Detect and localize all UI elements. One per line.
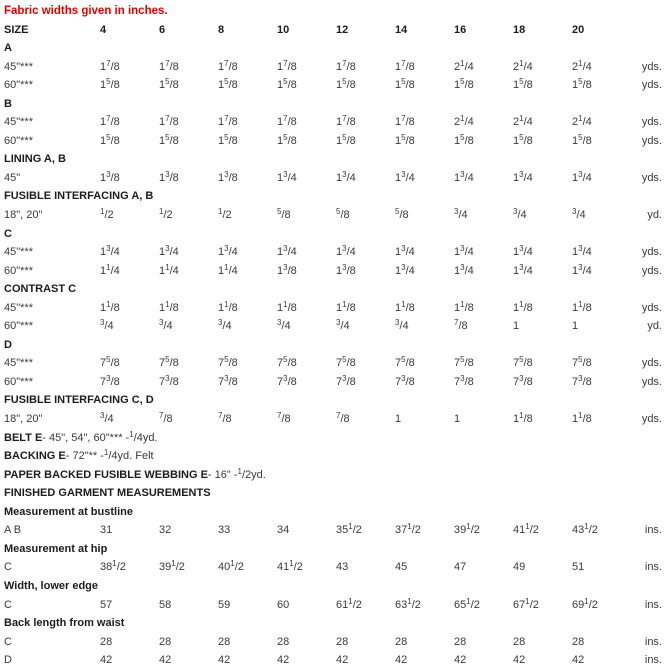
row-label: 18", 20" <box>4 413 43 426</box>
size-column-header: 18 <box>513 23 526 36</box>
row-label: A B <box>4 524 22 537</box>
yardage-cell: $37^1/2$ <box>395 522 421 537</box>
row-label: C <box>4 598 12 611</box>
yardage-cell: 59 <box>218 598 231 611</box>
note-segment: $^1$/4 <box>129 429 143 444</box>
size-column-header: 14 <box>395 23 408 36</box>
unit-label: yds. <box>641 116 662 129</box>
section-label: Back length from waist <box>4 617 125 630</box>
table-row <box>0 317 669 336</box>
table-row <box>0 429 669 448</box>
note-segment: BACKING E <box>4 450 66 463</box>
size-column-header: 10 <box>277 23 290 36</box>
yardage-cell: $1^3/8$ <box>159 169 179 184</box>
yardage-cell: 28 <box>336 635 349 648</box>
yardage-cell: $1^5/8$ <box>277 132 297 147</box>
yardage-cell: 57 <box>100 598 113 611</box>
section-label: FUSIBLE INTERFACING C, D <box>4 394 154 407</box>
yardage-cell: $1^3/8$ <box>218 169 238 184</box>
yardage-cell: $41^1/2$ <box>277 559 303 574</box>
row-label: 60"*** <box>4 264 33 277</box>
table-row <box>0 336 669 355</box>
yardage-cell: 49 <box>513 561 526 574</box>
unit-label: yd. <box>647 320 662 333</box>
yardage-cell: $1^5/8$ <box>513 132 533 147</box>
row-label: 60"*** <box>4 375 33 388</box>
yardage-cell: $69^1/2$ <box>572 596 598 611</box>
row-label: 45"*** <box>4 246 33 259</box>
yardage-cell: $1^3/4$ <box>100 244 120 259</box>
unit-label: yds. <box>641 301 662 314</box>
yardage-cell: $1^3/4$ <box>336 169 356 184</box>
yardage-cell: $^1$/2 <box>218 207 232 222</box>
yardage-cell: $67^1/2$ <box>513 596 539 611</box>
yardage-cell: 45 <box>395 561 408 574</box>
yardage-cell: $1^3/4$ <box>395 169 415 184</box>
note-segment: BELT E <box>4 431 43 444</box>
note-segment: PAPER BACKED FUSIBLE WEBBING E <box>4 468 208 481</box>
yardage-cell: 28 <box>159 635 172 648</box>
yardage-cell: $1^5/8$ <box>100 132 120 147</box>
size-header-row <box>0 21 669 40</box>
yardage-cell: $^7$/8 <box>277 411 291 426</box>
table-row <box>0 58 669 77</box>
yardage-cell: $1^1/8$ <box>454 299 474 314</box>
size-column-header: 8 <box>218 23 225 36</box>
section-label: D <box>4 338 12 351</box>
yardage-cell: $1^5/8$ <box>395 77 415 92</box>
yardage-cell: $^7$/8 <box>218 411 232 426</box>
row-label: 45"*** <box>4 116 33 129</box>
row-label: 45"*** <box>4 301 33 314</box>
unit-label: yds. <box>641 134 662 147</box>
table-row <box>0 169 669 188</box>
yardage-cell: $2^1/4$ <box>513 58 533 73</box>
yardage-cell: $2^1/4$ <box>572 114 592 129</box>
yardage-cell: $1^5/8$ <box>572 132 592 147</box>
row-label: 45"*** <box>4 60 33 73</box>
yardage-cell: $1^7/8$ <box>159 114 179 129</box>
yardage-cell: $^3$/4 <box>454 207 468 222</box>
yardage-cell: $1^7/8$ <box>277 58 297 73</box>
unit-label: ins. <box>644 524 662 537</box>
yardage-cell: $1^5/8$ <box>159 132 179 147</box>
yardage-cell: 32 <box>159 524 172 537</box>
yardage-cell: $1^5/8$ <box>336 77 356 92</box>
yardage-cell: $1^7/8$ <box>100 114 120 129</box>
size-column-header: 12 <box>336 23 349 36</box>
yardage-cell: $1^5/8$ <box>572 77 592 92</box>
yardage-cell: $1^7/8$ <box>159 58 179 73</box>
unit-label: yds. <box>641 375 662 388</box>
section-label: CONTRAST C <box>4 283 77 296</box>
yardage-cell: $1^3/4$ <box>395 244 415 259</box>
yardage-cell: $40^1/2$ <box>218 559 244 574</box>
yardage-cell: $1^1/8$ <box>159 299 179 314</box>
yardage-cell: $35^1/2$ <box>336 522 362 537</box>
yardage-cell: $1^7/8$ <box>336 58 356 73</box>
yardage-cell: $7^3/8$ <box>336 373 356 388</box>
table-row <box>0 354 669 373</box>
table-row <box>0 651 669 670</box>
yardage-cell: $61^1/2$ <box>336 596 362 611</box>
yardage-cell: $1^3/4$ <box>218 244 238 259</box>
yardage-cell: $39^1/2$ <box>159 559 185 574</box>
yardage-cell: $1^1/8$ <box>513 411 533 426</box>
yardage-cell: $1^3/4$ <box>513 169 533 184</box>
table-row <box>0 466 669 485</box>
yardage-cell: 42 <box>336 654 349 667</box>
yardage-cell: $2^1/4$ <box>513 114 533 129</box>
yardage-cell: $7^5/8$ <box>513 355 533 370</box>
yardage-cell: $7^3/8$ <box>100 373 120 388</box>
yardage-cell: 42 <box>513 654 526 667</box>
yardage-cell: $1^3/4$ <box>572 169 592 184</box>
yardage-cell: $1^1/8$ <box>277 299 297 314</box>
yardage-cell: 33 <box>218 524 231 537</box>
yardage-cell: $1^5/8$ <box>218 77 238 92</box>
table-row <box>0 39 669 58</box>
table-row <box>0 447 669 466</box>
yardage-cell: 42 <box>277 654 290 667</box>
yardage-cell: $7^5/8$ <box>395 355 415 370</box>
yardage-cell: $^7$/8 <box>336 411 350 426</box>
table-row <box>0 243 669 262</box>
table-row <box>0 95 669 114</box>
yardage-cell: $^3$/4 <box>395 318 409 333</box>
table-row <box>0 262 669 281</box>
yardage-cell: $1^3/4$ <box>277 244 297 259</box>
yardage-cell: 1 <box>395 413 402 426</box>
yardage-cell: $^7$/8 <box>454 318 468 333</box>
table-row <box>0 614 669 633</box>
section-label: A <box>4 42 12 55</box>
yardage-cell: $7^5/8$ <box>218 355 238 370</box>
yardage-cell: $1^7/8$ <box>277 114 297 129</box>
section-label: FUSIBLE INTERFACING A, B <box>4 190 154 203</box>
yardage-cell: $1^1/4$ <box>100 262 120 277</box>
yardage-cell: $1^7/8$ <box>395 114 415 129</box>
yardage-cell: $1^5/8$ <box>454 132 474 147</box>
yardage-cell: $7^3/8$ <box>454 373 474 388</box>
yardage-cell: $7^5/8$ <box>454 355 474 370</box>
yardage-cell: 28 <box>395 635 408 648</box>
yardage-cell: $1^1/4$ <box>218 262 238 277</box>
yardage-cell: $^5$/8 <box>277 207 291 222</box>
yardage-cell: $7^5/8$ <box>100 355 120 370</box>
row-label: D <box>4 654 12 667</box>
unit-label: yds. <box>641 171 662 184</box>
unit-label: yd. <box>647 209 662 222</box>
yardage-cell: $1^1/8$ <box>336 299 356 314</box>
table-row <box>0 280 669 299</box>
yardage-cell: $1^5/8$ <box>454 77 474 92</box>
row-label: 60"*** <box>4 320 33 333</box>
yardage-cell: $1^1/8$ <box>513 299 533 314</box>
table-row <box>0 206 669 225</box>
yardage-cell: $1^3/4$ <box>395 262 415 277</box>
section-label: Measurement at hip <box>4 542 108 555</box>
section-label: LINING A, B <box>4 153 66 166</box>
yardage-cell: $7^5/8$ <box>277 355 297 370</box>
table-row <box>0 633 669 652</box>
yardage-cell: $1^3/4$ <box>513 262 533 277</box>
yardage-cell: 42 <box>572 654 585 667</box>
yardage-cell: $1^1/8$ <box>572 411 592 426</box>
yardage-cell: $1^5/8$ <box>100 77 120 92</box>
row-label: 60"*** <box>4 134 33 147</box>
note-segment: - 16" - <box>207 468 238 481</box>
table-row <box>0 299 669 318</box>
unit-label: yds. <box>641 246 662 259</box>
yardage-cell: 31 <box>100 524 113 537</box>
row-label: 45" <box>4 171 21 184</box>
yardage-cell: $1^7/8$ <box>218 58 238 73</box>
yardage-cell: $7^3/8$ <box>395 373 415 388</box>
note-segment: $^1$/4 <box>103 448 118 463</box>
unit-label: yds. <box>641 413 662 426</box>
unit-label: ins. <box>644 598 662 611</box>
yardage-cell: 60 <box>277 598 290 611</box>
yardage-cell: $39^1/2$ <box>454 522 480 537</box>
table-body <box>0 39 669 670</box>
yardage-cell: $1^5/8$ <box>336 132 356 147</box>
yardage-cell: 47 <box>454 561 467 574</box>
table-row <box>0 558 669 577</box>
yardage-cell: $1^3/4$ <box>454 262 474 277</box>
yardage-cell: $38^1/2$ <box>100 559 126 574</box>
yardage-cell: $1^3/8$ <box>277 262 297 277</box>
yardage-cell: 28 <box>218 635 231 648</box>
yardage-cell: $2^1/4$ <box>454 58 474 73</box>
section-label: Width, lower edge <box>4 579 99 592</box>
yardage-cell: $1^1/4$ <box>159 262 179 277</box>
yardage-cell: $63^1/2$ <box>395 596 421 611</box>
yardage-cell: 28 <box>100 635 113 648</box>
yardage-cell: 51 <box>572 561 585 574</box>
yardage-cell: $1^3/4$ <box>454 169 474 184</box>
yardage-cell: $1^3/4$ <box>572 262 592 277</box>
yardage-cell: 42 <box>100 654 113 667</box>
yardage-cell: 28 <box>572 635 585 648</box>
unit-label: ins. <box>644 561 662 574</box>
yardage-cell: $2^1/4$ <box>454 114 474 129</box>
yardage-cell: 28 <box>454 635 467 648</box>
row-label: C <box>4 635 12 648</box>
yardage-cell: $1^3/4$ <box>572 244 592 259</box>
note-segment: yd. Felt <box>117 450 154 463</box>
yardage-cell: $1^3/8$ <box>100 169 120 184</box>
yardage-cell: $1^3/4$ <box>513 244 533 259</box>
yardage-cell: $1^1/8$ <box>218 299 238 314</box>
yardage-cell: $^3$/4 <box>336 318 350 333</box>
yardage-cell: $7^3/8$ <box>159 373 179 388</box>
yardage-cell: $2^1/4$ <box>572 58 592 73</box>
size-column-header: 4 <box>100 23 107 36</box>
unit-label: ins. <box>644 654 662 667</box>
unit-label: yds. <box>641 60 662 73</box>
yardage-cell: $1^1/8$ <box>395 299 415 314</box>
yardage-cell: $1^7/8$ <box>395 58 415 73</box>
yardage-cell: $65^1/2$ <box>454 596 480 611</box>
row-label: 60"*** <box>4 79 33 92</box>
yardage-cell: $^3$/4 <box>513 207 527 222</box>
yardage-cell: 42 <box>159 654 172 667</box>
yardage-cell: $7^3/8$ <box>218 373 238 388</box>
table-row <box>0 225 669 244</box>
table-title: Fabric widths given in inches. <box>4 5 168 17</box>
yardage-cell: $1^3/8$ <box>336 262 356 277</box>
row-label: 45"*** <box>4 357 33 370</box>
yardage-cell: $^1$/2 <box>159 207 173 222</box>
section-label: FINISHED GARMENT MEASUREMENTS <box>4 487 211 500</box>
yardage-cell: $1^1/8$ <box>572 299 592 314</box>
section-label: Measurement at bustline <box>4 505 133 518</box>
yardage-cell: $7^3/8$ <box>572 373 592 388</box>
table-row <box>0 187 669 206</box>
yardage-cell: 28 <box>277 635 290 648</box>
yardage-cell: $1^5/8$ <box>277 77 297 92</box>
yardage-cell: $^3$/4 <box>100 411 114 426</box>
table-row <box>0 521 669 540</box>
yardage-cell: $1^1/8$ <box>100 299 120 314</box>
size-column-header: 6 <box>159 23 166 36</box>
unit-label: yds. <box>641 357 662 370</box>
yardage-cell: $7^3/8$ <box>513 373 533 388</box>
yardage-cell: 1 <box>572 320 579 333</box>
yardage-cell: $^7$/8 <box>159 411 173 426</box>
table-row <box>0 76 669 95</box>
table-row <box>0 503 669 522</box>
yardage-cell: $41^1/2$ <box>513 522 539 537</box>
yardage-cell: $1^7/8$ <box>100 58 120 73</box>
note-segment: $^1$/2 <box>237 466 252 481</box>
yardage-cell: 1 <box>454 413 461 426</box>
yardage-cell: $1^7/8$ <box>218 114 238 129</box>
yardage-cell: $^1$/2 <box>100 207 114 222</box>
section-label: B <box>4 97 12 110</box>
note-segment: yd. <box>142 431 158 444</box>
note-segment: yd. <box>251 468 266 481</box>
note-segment: - 45", 54", 60"*** - <box>42 431 130 444</box>
unit-label: ins. <box>644 635 662 648</box>
unit-label: yds. <box>641 79 662 92</box>
yardage-cell: $1^5/8$ <box>159 77 179 92</box>
yardage-cell: $7^5/8$ <box>572 355 592 370</box>
row-label: C <box>4 561 12 574</box>
yardage-cell: 58 <box>159 598 172 611</box>
table-row <box>0 540 669 559</box>
yardage-cell: $1^3/4$ <box>277 169 297 184</box>
table-row <box>0 150 669 169</box>
yardage-cell: 42 <box>218 654 231 667</box>
table-row <box>0 391 669 410</box>
size-column-header: 16 <box>454 23 467 36</box>
yardage-cell: 28 <box>513 635 526 648</box>
table-row <box>0 373 669 392</box>
yardage-cell: 42 <box>454 654 467 667</box>
yardage-cell: $^5$/8 <box>395 207 409 222</box>
yardage-cell: $^5$/8 <box>336 207 350 222</box>
yardage-cell: $^3$/4 <box>572 207 586 222</box>
yardage-cell: $^3$/4 <box>159 318 173 333</box>
table-row <box>0 132 669 151</box>
yardage-cell: $1^3/4$ <box>336 244 356 259</box>
size-column-header: 20 <box>572 23 585 36</box>
yardage-cell: $1^7/8$ <box>336 114 356 129</box>
yardage-cell: $1^5/8$ <box>395 132 415 147</box>
note-segment: - 72"** - <box>65 450 104 463</box>
unit-label: yds. <box>641 264 662 277</box>
table-row <box>0 596 669 615</box>
yardage-cell: 1 <box>513 320 520 333</box>
yardage-cell: $^3$/4 <box>277 318 291 333</box>
yardage-cell: $43^1/2$ <box>572 522 598 537</box>
row-label: 18", 20" <box>4 209 43 222</box>
table-row <box>0 410 669 429</box>
yardage-cell: $7^3/8$ <box>277 373 297 388</box>
yardage-cell: 43 <box>336 561 349 574</box>
yardage-cell: 42 <box>395 654 408 667</box>
yardage-cell: $1^3/4$ <box>454 244 474 259</box>
yardage-cell: $^3$/4 <box>100 318 114 333</box>
yardage-cell: $1^5/8$ <box>513 77 533 92</box>
table-row <box>0 484 669 503</box>
yardage-cell: $7^5/8$ <box>159 355 179 370</box>
table-row <box>0 113 669 132</box>
size-header-label: SIZE <box>4 23 29 36</box>
yardage-cell: $7^5/8$ <box>336 355 356 370</box>
table-row <box>0 577 669 596</box>
yardage-cell: 34 <box>277 524 290 537</box>
yardage-cell: $1^3/4$ <box>159 244 179 259</box>
yardage-cell: $^3$/4 <box>218 318 232 333</box>
section-label: C <box>4 227 12 240</box>
yardage-cell: $1^5/8$ <box>218 132 238 147</box>
